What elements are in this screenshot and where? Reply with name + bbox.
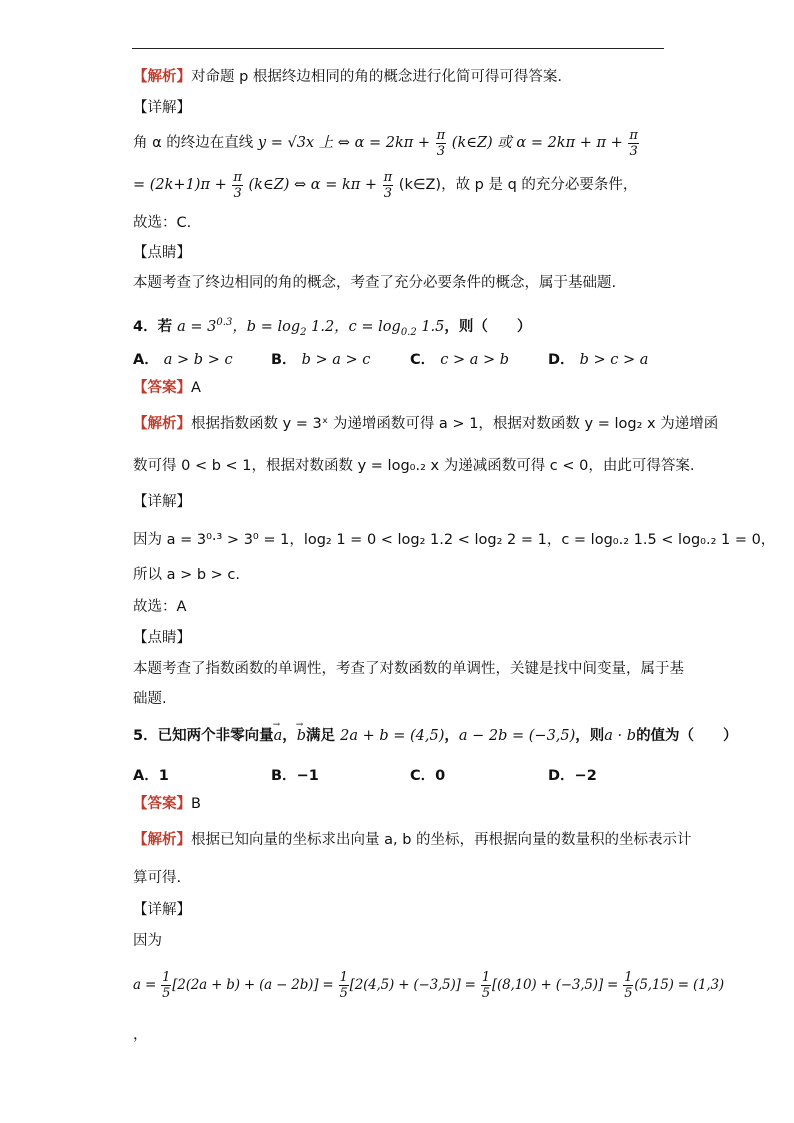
q5-analysis-2: 算可得.: [133, 870, 182, 886]
q4-comment-1: 本题考查了指数函数的单调性，考查了对数函数的单调性，关键是找中间变量，属于基: [133, 661, 684, 677]
q5-detail-heading: 【详解】: [133, 902, 191, 918]
q4-analysis-1: 【解析】根据指数函数 y = 3ˣ 为递增函数可得 a > 1，根据对数函数 y = log₂ x 为递增函: [133, 416, 719, 432]
q5-vector-formula: a = $\frac{1}{5}$ [2(2a + b) + (a − 2b)] = $\frac{1}{5}$ [2(4,5) + (−3,5)] = $\frac{1}{5}$ [(8,10) + (−3,5)] = $\frac{1}{5}$ (5,15) = (1,3): [133, 969, 724, 1001]
detail-heading-text: 【详解】: [133, 100, 191, 116]
fraction-pi-over-3: $\frac{\pi}{3}$: [233, 169, 242, 201]
q4-choice: 故选：A: [133, 599, 187, 615]
comment-text: 本题考查了终边相同的角的概念，考查了充分必要条件的概念，属于基础题.: [133, 275, 617, 291]
comment-heading: 【点睛】: [133, 245, 191, 261]
q4-option-b: B． b > a > c: [271, 352, 371, 368]
q4-comment-heading: 【点睛】: [133, 630, 191, 646]
analysis-line: [133, 67, 562, 87]
question-5-stem: 5．已知两个非零向量→ a，→ b满足 2a + b = (4,5)，a − 2b = (−3,5)，则a · b的值为（ ）: [133, 726, 738, 746]
q4-option-c: C． c > a > b: [410, 352, 510, 368]
math-expression: (k∈Z) ⇔ α = kπ +: [248, 177, 378, 193]
q4-detail-2: 所以 a > b > c.: [133, 567, 241, 583]
q5-option-c: C．0: [410, 768, 446, 784]
q5-option-d: D．−2: [548, 768, 597, 784]
math-expression: (k∈Z) 或 α = 2kπ + π +: [451, 135, 623, 151]
fraction-pi-over-3: $\frac{\pi}{3}$: [629, 127, 638, 159]
fraction-pi-over-3: $\frac{\pi}{3}$: [436, 127, 446, 159]
q4-detail-heading: 【详解】: [133, 494, 191, 510]
q4-analysis-2: 数可得 0 < b < 1，根据对数函数 y = log₀.₂ x 为递减函数可得 c < 0，由此可得答案.: [133, 458, 695, 474]
q4-option-d: D． b > c > a: [548, 352, 649, 368]
q4-option-a: A． a > b > c: [133, 352, 233, 368]
q5-trailing-comma: ，: [133, 1027, 148, 1043]
q4-detail-1: 因为 a = 3⁰·³ > 3⁰ = 1，log₂ 1 = 0 < log₂ 1.2 < log₂ 2 = 1，c = log₀.₂ 1.5 < log₀.₂ 1 = 0，: [133, 532, 776, 548]
detail-formula-line-2: [133, 168, 637, 202]
math-expression: y = √3x 上 ⇔ α = 2kπ +: [257, 135, 431, 151]
q5-analysis-1: 【解析】根据已知向量的坐标求出向量 a, b 的坐标，再根据向量的数量积的坐标表示计: [133, 832, 692, 848]
analysis-tag: 【解析】: [133, 69, 191, 85]
q5-detail-because: 因为: [133, 933, 162, 949]
header-rule: [132, 48, 664, 49]
detail-text: (k∈Z)，故 p 是 q 的充分必要条件，: [398, 177, 638, 193]
question-4-stem: 4．若 $a = 3^{0.3}$，$b = \log_2 1.2$，$c = \log_{0.2} 1.5$，则（ ）: [133, 317, 532, 338]
q5-option-b: B．−1: [271, 768, 319, 784]
q4-comment-2: 础题.: [133, 691, 167, 707]
detail-text: 角 α 的终边在直线: [133, 135, 254, 151]
analysis-text: 对命题 p 根据终边相同的角的概念进行化简可得可得答案.: [191, 69, 563, 85]
q5-option-a: A．1: [133, 768, 169, 784]
choice-text: 故选：C.: [133, 215, 192, 231]
q4-answer: 【答案】A: [133, 380, 201, 396]
detail-heading: [133, 98, 191, 118]
q5-answer: 【答案】B: [133, 796, 201, 812]
math-expression: = (2k+1)π +: [133, 177, 227, 193]
fraction-pi-over-3: $\frac{\pi}{3}$: [383, 169, 393, 201]
detail-formula-line-1: [133, 126, 640, 160]
